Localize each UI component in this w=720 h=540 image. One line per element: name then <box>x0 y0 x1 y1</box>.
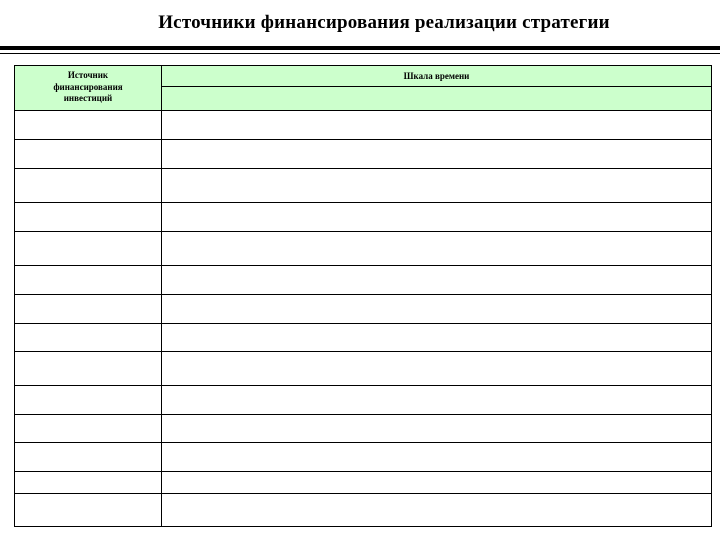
table-row <box>15 415 712 443</box>
header-source-line: инвестиций <box>63 93 113 104</box>
timescale-cell <box>162 386 712 415</box>
table-row <box>15 266 712 295</box>
timescale-cell <box>162 266 712 295</box>
table-row <box>15 443 712 471</box>
header-timescale-cell <box>162 66 712 87</box>
timescale-cell <box>162 323 712 351</box>
source-cell <box>15 323 162 351</box>
table-row <box>15 471 712 493</box>
source-cell <box>15 266 162 295</box>
timescale-cell <box>162 168 712 202</box>
source-cell <box>15 386 162 415</box>
table-row <box>15 323 712 351</box>
timescale-cell <box>162 471 712 493</box>
timescale-cell <box>162 232 712 266</box>
source-cell <box>15 415 162 443</box>
source-cell <box>15 471 162 493</box>
header-source-line: Источник <box>67 70 109 80</box>
source-cell <box>15 493 162 526</box>
table-row <box>15 202 712 231</box>
source-cell <box>15 140 162 168</box>
timescale-cell <box>162 443 712 471</box>
source-cell <box>15 351 162 385</box>
timescale-cell <box>162 493 712 526</box>
timescale-cell <box>162 140 712 168</box>
timescale-cell <box>162 351 712 385</box>
table-row <box>15 493 712 526</box>
header-source-line: финансирования <box>53 81 123 92</box>
timescale-cell <box>162 202 712 231</box>
timescale-cell <box>162 295 712 323</box>
source-cell <box>15 202 162 231</box>
header-source-cell <box>15 66 162 111</box>
source-cell <box>15 111 162 140</box>
source-cell <box>15 168 162 202</box>
timescale-cell <box>162 111 712 140</box>
header-timescale-label: Шкала времени <box>403 71 470 81</box>
page-title: Источники финансирования реализации стратегии <box>158 12 610 33</box>
header-timescale-subrow <box>162 87 712 111</box>
table-row <box>15 386 712 415</box>
table-row <box>15 168 712 202</box>
table-row <box>15 232 712 266</box>
source-cell <box>15 443 162 471</box>
table-row <box>15 351 712 385</box>
timescale-cell <box>162 415 712 443</box>
source-cell <box>15 232 162 266</box>
financing-sources-table <box>14 65 712 527</box>
table-row <box>15 140 712 168</box>
table-row <box>15 295 712 323</box>
title-rule-thick <box>0 46 720 50</box>
table-row <box>15 111 712 140</box>
source-cell <box>15 295 162 323</box>
title-rule-thin <box>0 53 720 54</box>
